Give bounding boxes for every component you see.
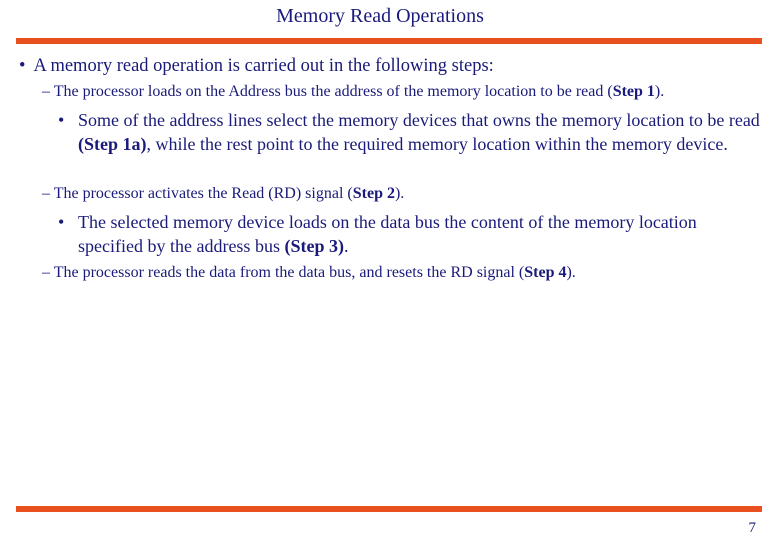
title-divider [16, 38, 762, 44]
step1a-label: (Step 1a) [78, 134, 147, 154]
step2-label: Step 2 [352, 185, 395, 202]
step3-text-block [78, 210, 763, 258]
main-bullet [19, 55, 494, 77]
step1-label: Step 1 [612, 83, 655, 100]
step4-item [42, 263, 576, 283]
step3-text: The selected memory device loads on the data bus the content of the memory location specified by the address bus [78, 212, 697, 256]
step1a-text: Some of the address lines select the memory devices that owns the memory location to be read [78, 110, 760, 130]
step1a-tail: , while the rest point to the required memory location within the memory device. [146, 134, 728, 154]
step4-close: ). [566, 264, 576, 281]
bullet-marker: • [19, 56, 26, 76]
step4-label: Step 4 [524, 264, 567, 281]
page-number: 7 [748, 520, 756, 536]
main-bullet-text: A memory read operation is carried out in the following steps: [33, 56, 494, 76]
step2-text: The processor activates the Read (RD) signal ( [53, 185, 353, 202]
step3-item [58, 210, 763, 258]
dash-marker: – [42, 264, 50, 281]
step1a-text-block [78, 108, 763, 156]
step3-close: . [343, 236, 349, 256]
slide-title: Memory Read Operations [276, 5, 484, 27]
footer-divider [16, 506, 762, 512]
step1-item [42, 82, 664, 102]
bullet-marker: • [58, 212, 65, 232]
step2-item [42, 184, 404, 204]
step1-text: The processor loads on the Address bus the address of the memory location to be read ( [53, 83, 613, 100]
step1a-item [58, 108, 763, 156]
dash-marker: – [42, 83, 50, 100]
step1-close: ). [654, 83, 665, 100]
step3-label: (Step 3) [284, 236, 344, 256]
dash-marker: – [42, 185, 50, 202]
step2-close: ). [394, 185, 405, 202]
bullet-marker: • [58, 110, 65, 130]
step4-text: The processor reads the data from the data bus, and resets the RD signal ( [53, 264, 525, 281]
